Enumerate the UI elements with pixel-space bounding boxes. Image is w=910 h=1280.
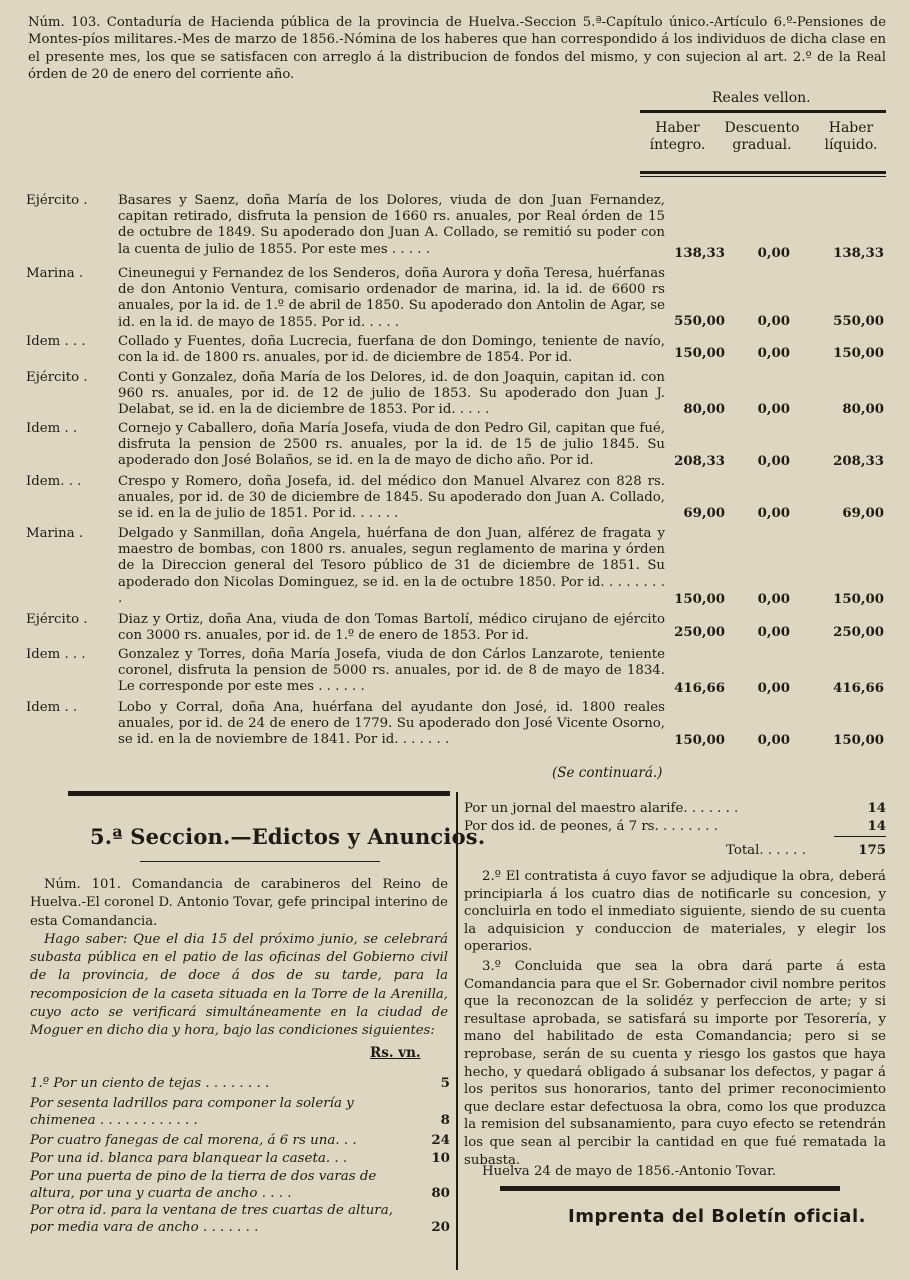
entry-service: Idem. . . [26, 474, 82, 489]
cost-item-desc: 1.º Por un ciento de tejas . . . . . . . . [30, 1076, 270, 1091]
amount-liquido: 550,00 [833, 314, 884, 329]
header-rule-bottom [640, 171, 886, 174]
entry-service: Idem . . [26, 700, 78, 715]
cost-item-desc: Por cuatro fanegas de cal morena, á 6 rs una. . . [30, 1133, 357, 1148]
amount-haber: 150,00 [674, 733, 725, 748]
amount-descuento: 0,00 [757, 506, 790, 521]
entry-text: Crespo y Romero, doña Josefa, id. del médico don Manuel Alvarez con 828 rs. anuales, por id. de 30 de diciembre de 1845. Su apoderado don Juan A. Collado, se id. en la de julio de 1851. Por id. . . . . . [118, 474, 665, 522]
col-haber-integro: Haber íntegro. [649, 120, 706, 153]
cost-item-desc: Por una puerta de pino de la tierra de dos varas de altura, por una y cuarta de ancho . . . . [30, 1169, 377, 1201]
footer-rule [500, 1186, 840, 1191]
entry-service: Marina . [26, 526, 84, 541]
amount-liquido: 80,00 [842, 402, 884, 417]
amount-descuento: 0,00 [757, 314, 790, 329]
entry-service: Ejército . [26, 612, 88, 627]
amount-liquido: 150,00 [833, 733, 884, 748]
condition-3: 3.º Concluida que sea la obra dará parte á esta Comandancia para que el Sr. Gobernador civil nombre peritos que la reconozcan de la solidéz y perfeccion de arte; y si resultase aprobada, se satisfará su importe por Tesorería, y mano del habilitado de esta Comandancia; pero si se reprobase, serán de su cuenta y riesgo los gastos que haya hecho, y quedará obligado á subsanar los defectos, y pagar á los peritos sus honorarios, tanto del primer reconocimiento que declare estar defectuosa la obra, como los que produzca la remision del subsanamiento, para cuyo efecto se retendrán los que sean al percibir la cantidad en que fué rematada la subasta. [464, 959, 886, 1168]
amount-descuento: 0,00 [757, 733, 790, 748]
entry-text: Cineunegui y Fernandez de los Senderos, doña Aurora y doña Teresa, huérfanas de don Antonio Ventura, comisario ordenador de marina, id. la id. de 6600 rs anuales, por la id. de 1.º de abril de 1850. Su apoderado don Antolin de Agar, se id. en la id. de mayo de 1855. Por id. . . . . [118, 266, 665, 330]
amount-descuento: 0,00 [757, 454, 790, 469]
amount-liquido: 150,00 [833, 346, 884, 361]
entry-text: Lobo y Corral, doña Ana, huérfana del ayudante don José, id. 1800 reales anuales, por id. de 24 de enero de 1779. Su apoderado don José Vicente Osorno, se id. en la de noviembre de 1841. Por id. . . . . . . [118, 700, 665, 748]
imprenta-label: Imprenta del Boletín oficial. [568, 1206, 866, 1227]
total-label: Total. . . . . . [726, 843, 806, 858]
section-title-rule [140, 861, 380, 862]
entry-text: Basares y Saenz, doña María de los Dolores, viuda de don Juan Fernandez, capitan retirado, disfruta la pension de 1660 rs. anuales, por Real órden de 15 de octubre de 1849. Su apoderado don Juan A. Collado, se remitió su poder con la cuenta de julio de 1855. Por este mes . . . . . [118, 193, 665, 257]
entry-text: Conti y Gonzalez, doña María de los Delores, id. de don Joaquin, capitan id. con 960 rs. anuales, por id. de 12 de julio de 1853. Su apoderado don Juan J. Delabat, se id. en la de diciembre de 1853. Por id. . . . . [118, 370, 665, 418]
amount-haber: 150,00 [674, 592, 725, 607]
cost-item-value: 5 [440, 1075, 450, 1091]
cost-item-desc: Por dos id. de peones, á 7 rs. . . . . . . . [464, 819, 718, 834]
amount-haber: 138,33 [674, 246, 725, 261]
total-value: 175 [858, 843, 886, 858]
amount-haber: 250,00 [674, 625, 725, 640]
entry-service: Ejército . [26, 370, 88, 385]
header-rule-top [640, 110, 886, 113]
cost-item-value: 80 [431, 1185, 450, 1201]
amount-haber: 550,00 [674, 314, 725, 329]
cost-item-value: 14 [867, 801, 886, 816]
edict-signature: Huelva 24 de mayo de 1856.-Antonio Tovar. [482, 1164, 777, 1179]
amount-haber: 208,33 [674, 454, 725, 469]
amount-descuento: 0,00 [757, 246, 790, 261]
condition-2: 2.º El contratista á cuyo favor se adjudique la obra, deberá principiarla á los cuatro dias de notificarle su concesion, y concluirla en todo el inmediato siguiente, siendo de su cuenta la adquisicion y conduccion de materiales, y elegir los operarios. [464, 869, 886, 955]
section-rule-top [68, 791, 450, 796]
header-rule-thin [640, 176, 886, 177]
amount-descuento: 0,00 [757, 592, 790, 607]
cost-item-desc: Por sesenta ladrillos para componer la solería y chimenea . . . . . . . . . . . . [30, 1096, 354, 1128]
cost-item-value: 24 [431, 1132, 450, 1148]
amount-liquido: 69,00 [842, 506, 884, 521]
rs-vn-label: Rs. vn. [370, 1045, 421, 1061]
edict-body: Hago saber: Que el dia 15 del próximo junio, se celebrará subasta pública en el patio de las oficinas del Gobierno civil de la provincia, de doce á dos de su tarde, para la recomposicion de la caseta situada en la Torre de la Arenilla, cuyo acto se verificará simultáneamente en la ciudad de Moguer en dicho dia y hora, bajo las condiciones siguientes: [30, 931, 448, 1039]
amount-liquido: 150,00 [833, 592, 884, 607]
amount-haber: 416,66 [674, 681, 725, 696]
cost-item-value: 14 [867, 819, 886, 834]
cost-item-desc: Por una id. blanca para blanquear la caseta. . . [30, 1151, 348, 1166]
amount-descuento: 0,00 [757, 346, 790, 361]
cost-item-value: 8 [440, 1112, 450, 1128]
col-descuento: Descuento gradual. [724, 120, 800, 153]
column-divider [456, 792, 458, 1270]
amount-haber: 150,00 [674, 346, 725, 361]
cost-item-value: 10 [431, 1150, 450, 1166]
entry-service: Idem . . [26, 421, 78, 436]
total-rule [834, 836, 886, 837]
entry-text: Diaz y Ortiz, doña Ana, viuda de don Tomas Bartolí, médico cirujano de ejército con 3000 rs. anuales, por id. de 1.º de enero de 1853. Por id. [118, 612, 665, 644]
currency-label: Reales vellon. [712, 90, 811, 106]
entry-text: Cornejo y Caballero, doña María Josefa, viuda de don Pedro Gil, capitan que fué, disfruta la pension de 2500 rs. anuales, por la id. de 15 de julio 1845. Su apoderado don José Bolaños, se id. en la de mayo de dicho año. Por id. [118, 421, 665, 469]
entry-text: Collado y Fuentes, doña Lucrecia, fuerfana de don Domingo, teniente de navío, con la id. de 1800 rs. anuales, por id. de diciembre de 1854. Por id. [118, 334, 665, 366]
amount-haber: 69,00 [683, 506, 725, 521]
cost-item-value: 20 [431, 1219, 450, 1235]
amount-liquido: 416,66 [833, 681, 884, 696]
continuara-note: (Se continuará.) [552, 765, 663, 781]
cost-item-desc: Por un jornal del maestro alarife. . . . . . . [464, 801, 739, 816]
nomina-intro: Núm. 103. Contaduría de Hacienda pública de la provincia de Huelva.-Seccion 5.ª-Capítulo único.-Artículo 6.º-Pensiones de Montes-píos militares.-Mes de marzo de 1856.-Nómina de los haberes que han correspondido á los individuos de dicha clase en el presente mes, los que se satisfacen con arreglo á la distribucion de fondos del mismo, y con sujecion al art. 2.º de la Real órden de 20 de enero del corriente año. [28, 15, 886, 83]
amount-haber: 80,00 [683, 402, 725, 417]
entry-service: Ejército . [26, 193, 88, 208]
entry-text: Gonzalez y Torres, doña María Josefa, viuda de don Cárlos Lanzarote, teniente coronel, disfruta la pension de 5000 rs. anuales, por id. de 8 de mayo de 1834. Le corresponde por este mes . . . . . . [118, 647, 665, 695]
amount-descuento: 0,00 [757, 402, 790, 417]
entry-service: Idem . . . [26, 647, 86, 662]
entry-service: Marina . [26, 266, 84, 281]
amount-liquido: 138,33 [833, 246, 884, 261]
edict-text [30, 876, 448, 1041]
cost-item-desc: Por otra id. para la ventana de tres cuartas de altura, por media vara de ancho . . . . . . . [30, 1203, 393, 1235]
amount-descuento: 0,00 [757, 681, 790, 696]
amount-descuento: 0,00 [757, 625, 790, 640]
entry-text: Delgado y Sanmillan, doña Angela, huérfana de don Juan, alférez de fragata y maestro de bombas, con 1800 rs. anuales, segun reglamento de marina y órden de la Direccion general del Tesoro público de 31 de diciembre de 1851. Su apoderado don Nicolas Dominguez, se id. en la de octubre 1850. Por id. . . . . . . . . [118, 526, 665, 606]
edict-header: Núm. 101. Comandancia de carabineros del Reino de Huelva.-El coronel D. Antonio Tovar, gefe principal interino de esta Comandancia. [30, 877, 448, 929]
amount-liquido: 208,33 [833, 454, 884, 469]
col-haber-liquido: Haber líquido. [824, 120, 878, 153]
entry-service: Idem . . . [26, 334, 86, 349]
amount-liquido: 250,00 [833, 625, 884, 640]
section-title: 5.ª Seccion.—Edictos y Anuncios. [90, 824, 486, 849]
